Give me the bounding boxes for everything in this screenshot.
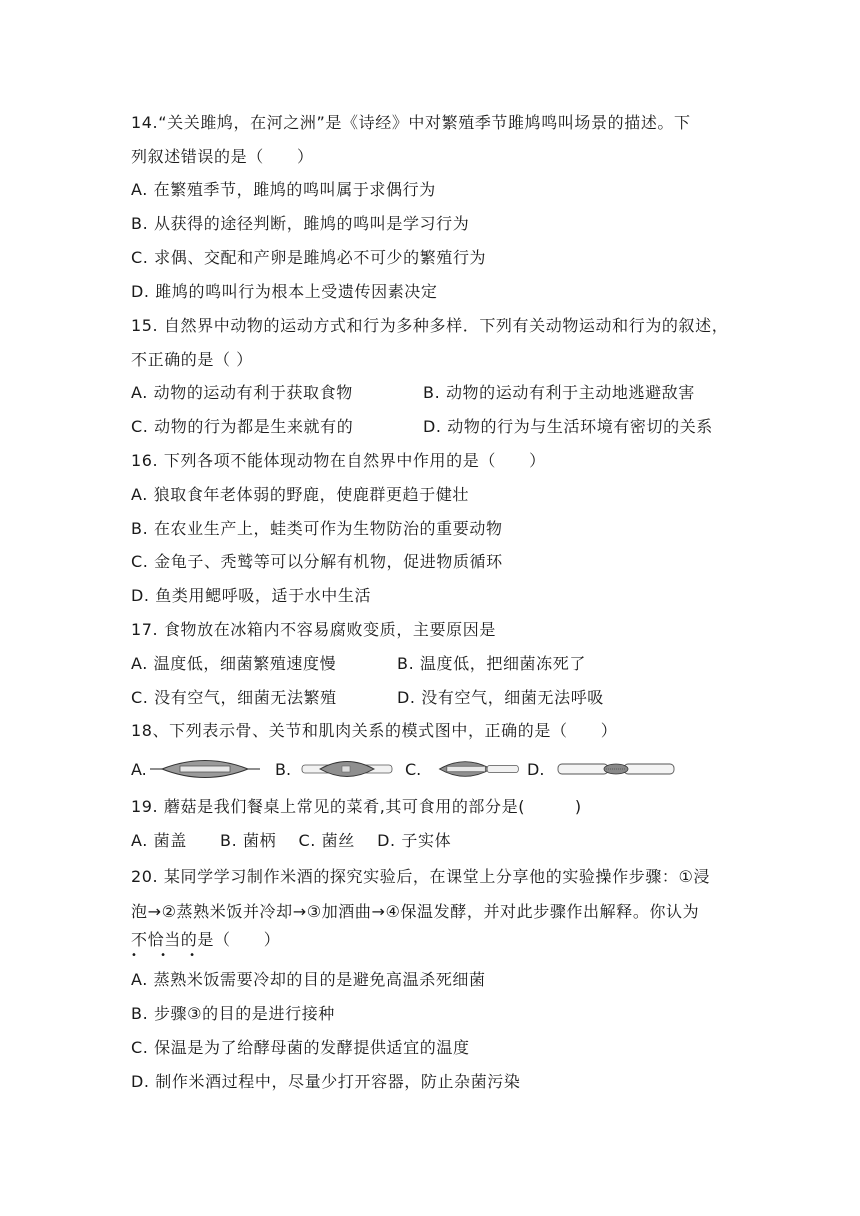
q17-stem: 17. 食物放在冰箱内不容易腐败变质，主要原因是 (131, 620, 496, 639)
q14-stem-line2: 列叙述错误的是（ ） (131, 147, 314, 166)
q18-diagram-b (300, 758, 395, 780)
q20-stem-line2: 泡→②蒸熟米饭并冷却→③加酒曲→④保温发酵，并对此步骤作出解释。你认为 (131, 902, 700, 921)
q16-option-c: C. 金龟子、秃鹫等可以分解有机物，促进物质循环 (131, 552, 503, 571)
q15-option-c: C. 动物的行为都是生来就有的 (131, 417, 354, 436)
q17-option-b: B. 温度低，把细菌冻死了 (397, 654, 586, 673)
q15-option-d: D. 动物的行为与生活环境有密切的关系 (423, 417, 713, 436)
q20-option-d: D. 制作米酒过程中，尽量少打开容器，防止杂菌污染 (131, 1072, 521, 1091)
q15-option-a: A. 动物的运动有利于获取食物 (131, 383, 353, 402)
q20-option-a: A. 蒸熟米饭需要冷却的目的是避免高温杀死细菌 (131, 970, 486, 989)
q17-option-c: C. 没有空气，细菌无法繁殖 (131, 688, 337, 707)
q14-option-b: B. 从获得的途径判断，雎鸠的鸣叫是学习行为 (131, 214, 470, 233)
q17-option-a: A. 温度低，细菌繁殖速度慢 (131, 654, 337, 673)
q20-option-c: C. 保温是为了给酵母菌的发酵提供适宜的温度 (131, 1038, 470, 1057)
q14-stem-line1: 14.“关关雎鸠，在河之洲”是《诗经》中对繁殖季节雎鸠鸣叫场景的描述。下 (131, 113, 691, 132)
q18-diagram-d (556, 758, 676, 780)
q20-stem-line1: 20. 某同学学习制作米酒的探究实验后，在课堂上分享他的实验操作步骤：①浸 (131, 867, 711, 886)
q20-stem-line3: 不恰当的是（ ） (131, 930, 281, 949)
q18-diagram-c (432, 758, 524, 780)
q15-option-b: B. 动物的运动有利于主动地逃避敌害 (423, 383, 695, 402)
q15-stem-line2: 不正确的是（ ） (131, 350, 253, 369)
q18-option-b-label: B. (275, 760, 292, 779)
q20-emphasis-dots: • • • (131, 950, 206, 961)
q18-diagram-a (150, 758, 260, 780)
q16-option-a: A. 狼取食年老体弱的野鹿，使鹿群更趋于健壮 (131, 485, 470, 504)
q17-option-d: D. 没有空气，细菌无法呼吸 (397, 688, 604, 707)
q14-option-d: D. 雎鸠的鸣叫行为根本上受遗传因素决定 (131, 282, 438, 301)
q14-option-a: A. 在繁殖季节，雎鸠的鸣叫属于求偶行为 (131, 180, 436, 199)
q16-stem: 16. 下列各项不能体现动物在自然界中作用的是（ ） (131, 451, 546, 470)
q19-options: A. 菌盖 B. 菌柄 C. 菌丝 D. 子实体 (131, 831, 452, 850)
q18-option-d-label: D. (527, 760, 545, 779)
q15-stem-line1: 15. 自然界中动物的运动方式和行为多种多样．下列有关动物运动和行为的叙述， (131, 316, 729, 335)
q19-stem: 19. 蘑菇是我们餐桌上常见的菜肴,其可食用的部分是( ) (131, 797, 582, 816)
q14-option-c: C. 求偶、交配和产卵是雎鸠必不可少的繁殖行为 (131, 248, 487, 267)
q20-option-b: B. 步骤③的目的是进行接种 (131, 1004, 335, 1023)
q16-option-d: D. 鱼类用鳃呼吸，适于水中生活 (131, 586, 372, 605)
q16-option-b: B. 在农业生产上，蛙类可作为生物防治的重要动物 (131, 519, 503, 538)
q18-stem: 18、下列表示骨、关节和肌肉关系的模式图中，正确的是（ ） (131, 721, 618, 740)
q18-option-a-label: A. (131, 760, 147, 779)
q18-option-c-label: C. (405, 760, 422, 779)
